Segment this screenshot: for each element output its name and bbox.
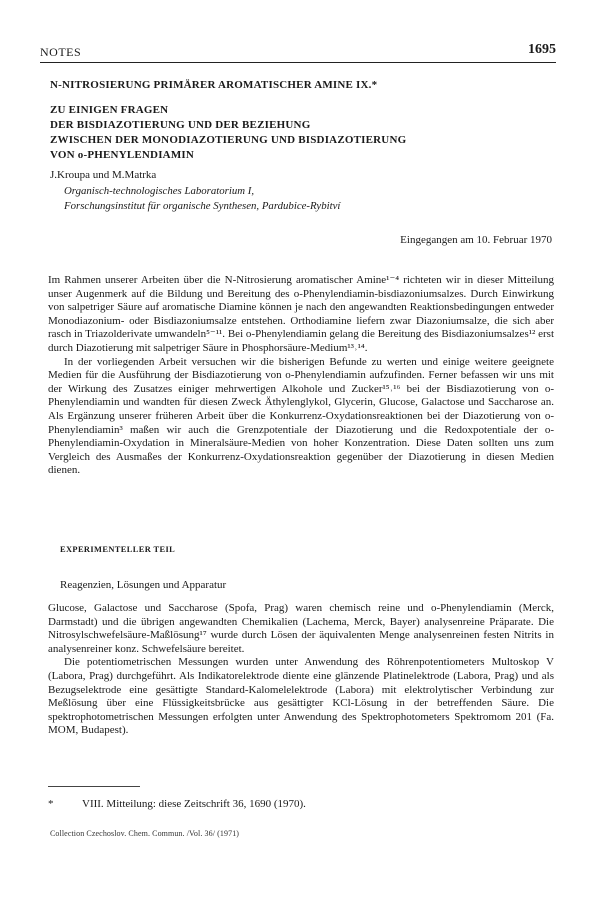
journal-citation: Collection Czechoslov. Chem. Commun. /Vol. 36/ (1971) (50, 829, 240, 838)
title-sub-line: ZWISCHEN DER MONODIAZOTIERUNG UND BISDIAZOTIERUNG (50, 134, 407, 146)
introduction (48, 274, 554, 478)
experimental-text (48, 602, 554, 738)
footnote (48, 798, 306, 810)
affiliation-line: Organisch-technologisches Laboratorium I, (64, 185, 255, 197)
affiliation (64, 184, 340, 214)
affiliation-line: Forschungsinstitut für organische Synthesen, Pardubice-Rybitví (64, 200, 341, 212)
received-date: Eingegangen am 10. Februar 1970 (400, 234, 552, 246)
footnote-divider (48, 786, 140, 787)
section-heading: EXPERIMENTELLER TEIL (60, 545, 176, 554)
subsection-heading: Reagenzien, Lösungen und Apparatur (60, 579, 227, 591)
title-sub-line: DER BISDIAZOTIERUNG UND DER BEZIEHUNG (50, 119, 311, 131)
paragraph: In der vorliegenden Arbeit versuchen wir die bisherigen Befunde zu werten und einige weitere geeignete Medien für die Ausführung der Bisdiazotierung von o-Phenylendiamin aufzufinden. Ferner befassen wir uns mit der Wirkung des Zusatzes einiger mehrwertigen Alkohole und Zucker¹⁵˒¹⁶ bei der Bisdiazotierung von o-Phenylendiamin und wandten für diesen Zweck Äthylenglykol, Glycerin, Glucose, Galactose und Saccharose an. Als Ergänzung unserer früheren Arbeit über die Konkurrenz-Oxydationsreaktionen bei der Diazotierung von o-Phenylendiamin³ maßen wir auch die Grenzpotentiale der Diazotierung und die Redoxpotentiale der o-Phenylendiamin-Oxydation in Mineralsäure-Medien von hoher Konzentration. Diese Daten sollten uns zum Vergleich des Ausmaßes der Konkurrenz-Oxydationsreaktion gegenüber der Diazotierung in diesen Medien dienen. (48, 355, 554, 477)
section-label: NOTES (40, 45, 82, 59)
title-sub-line: ZU EINIGEN FRAGEN (50, 104, 169, 116)
paragraph: Glucose, Galactose und Saccharose (Spofa, Prag) waren chemisch reine und o-Phenylendiamin (Merck, Darmstadt) und die übrigen angewandten Chemikalien (Lachema, Merck, Bayer) analysenreine Präparate. Die Nitrosylschwefelsäure-Maßlösung¹⁷ wurde durch Lösen der äquivalenten Menge analysenreinen festen Nitrits in analysenreiner konz. Schwefelsäure bereitet. (48, 602, 554, 655)
paragraph: Im Rahmen unserer Arbeiten über die N-Nitrosierung aromatischer Amine¹⁻⁴ richteten wir in dieser Mitteilung unser Augenmerk auf die Bildung und Bereitung des o-Phenylendiamin-bisdiazoniumsalzes. Durch Einwirkung von salpetriger Säure auf aromatische Diamine können je nach den angewandten Reaktionsbedingungen entweder Monodiazonium- oder Bisdiazoniumsalze entstehen. Orthodiamine liefern zwar Diazoniumsalze, die sich aber rasch in Triazolderivate umwandeln⁵⁻¹¹. Bei o-Phenylendiamin gelang die Bereitung des Bisdiazoniumsalzes¹² erst durch Diazotierung mit salpetriger Säure in Phosphorsäure-Medium¹³˒¹⁴. (48, 274, 554, 354)
page-number: 1695 (528, 42, 556, 57)
running-header (40, 42, 556, 63)
authors: J.Kroupa und M.Matrka (50, 169, 157, 181)
title-sub-line: VON o-PHENYLENDIAMIN (50, 149, 195, 161)
footnote-mark: * (48, 798, 54, 810)
article-title (50, 78, 550, 163)
footnote-text: VIII. Mitteilung: diese Zeitschrift 36, 1690 (1970). (82, 798, 306, 810)
paragraph: Die potentiometrischen Messungen wurden unter Anwendung des Röhrenpotentiometers Multoskop V (Labora, Prag) durchgeführt. Als Indikatorelektrode diente eine glänzende Platinelektrode (Labora, Prag) und als Bezugselektrode eine gesättigte Standard-Kalomelelektrode (Labora) mit elektrolytischer Verbindung zur Meßlösung über eine Flüssigkeitsbrücke aus gesättigter KCl-Lösung in der betreffenden Säure. Die spektrophotometrischen Messungen erfolgten unter Anwendung des Spektrophotometers Spektromom 201 (Fa. MOM, Budapest). (48, 656, 554, 737)
title-main: N-NITROSIERUNG PRIMÄRER AROMATISCHER AMINE IX.* (50, 79, 378, 91)
